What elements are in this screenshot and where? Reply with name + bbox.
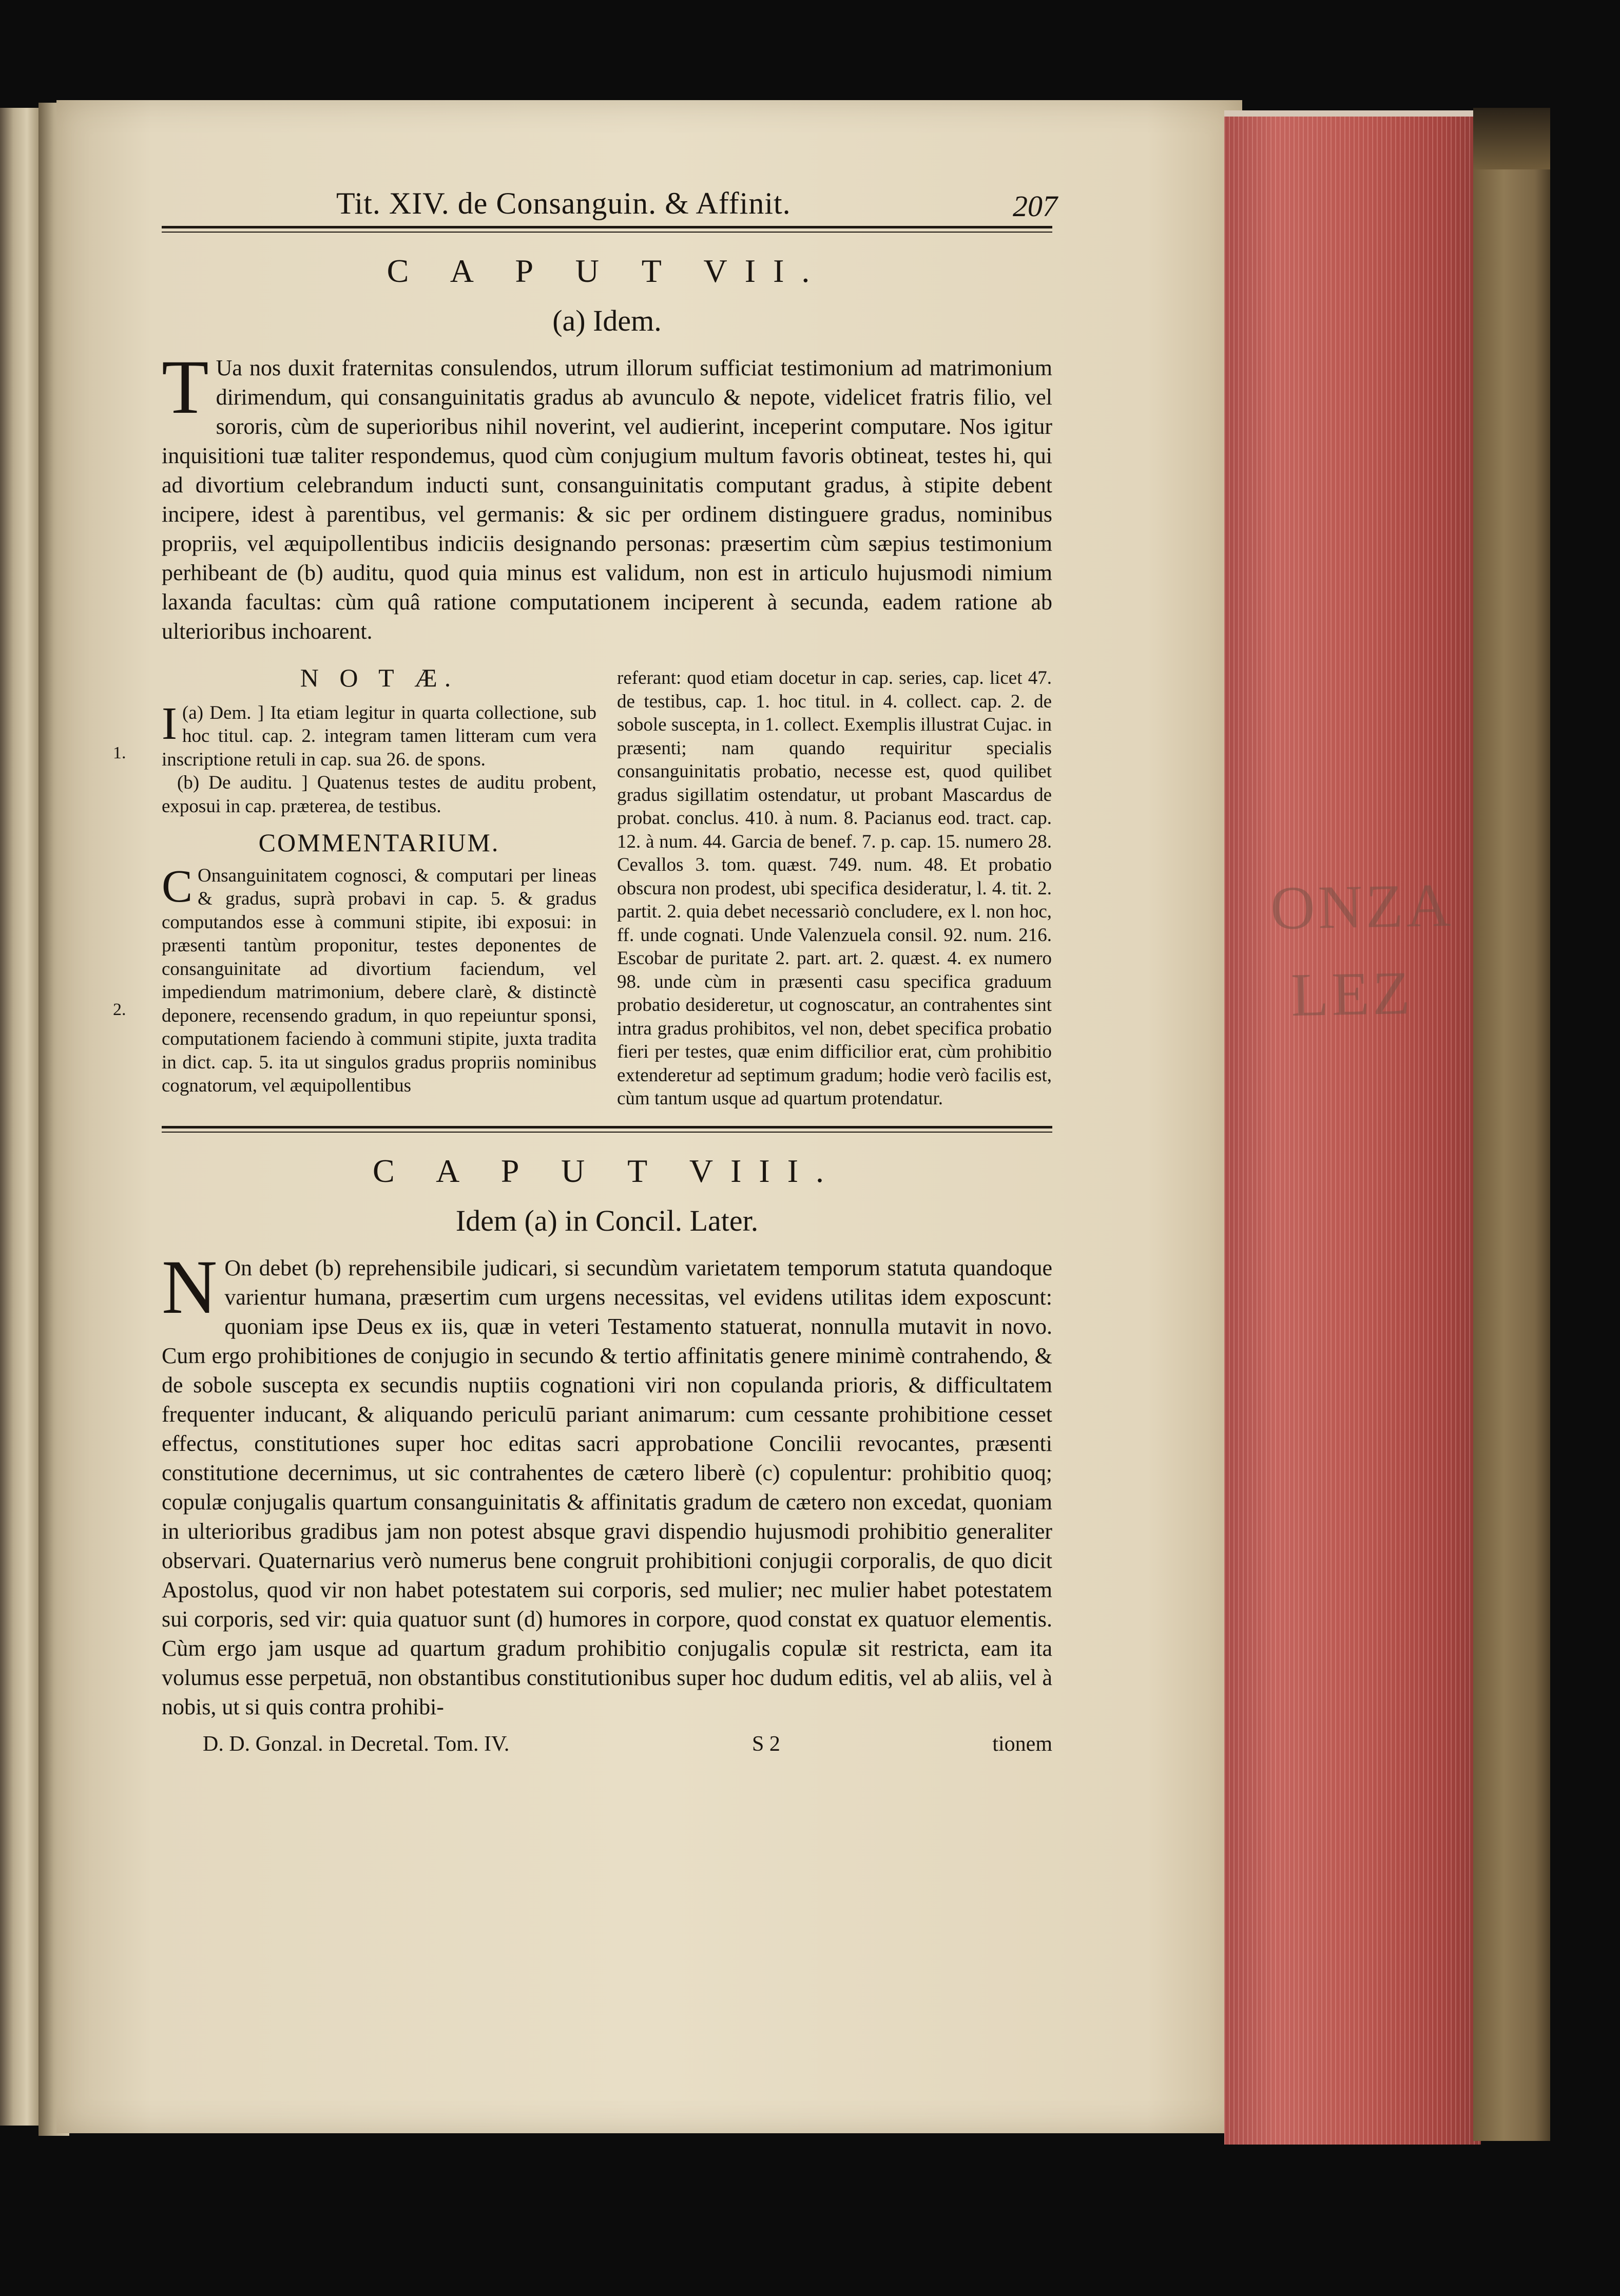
red-page-edges <box>1224 110 1481 2145</box>
notes-heading: N O T Æ. <box>300 663 458 692</box>
page-header <box>162 180 1057 226</box>
right-column <box>617 666 1052 1111</box>
chapter-rule <box>162 1126 1052 1133</box>
note-a-text: (a) Dem. ] Ita etiam legitur in quarta collectione, sub hoc titul. cap. 2. integram tamen litteram cum vera inscriptione retuli in cap. sua 26. de spons. <box>162 702 596 770</box>
commentary-left <box>162 860 596 1098</box>
book-cover <box>1473 108 1550 2141</box>
chapter-7-dropcap: T <box>162 345 209 430</box>
chapter-8-subtitle: Idem (a) in Concil. Later. <box>455 1203 759 1237</box>
commentary-right: referant: quod etiam docetur in cap. series, cap. licet 47. de testibus, cap. 1. hoc titul. in 4. collect. cap. 2. de sobole suscepta, in 1. collect. Exemplis illustrat Cujac. in præsenti; nam quando requiritur specialis consanguinitatis probatio, necesse est, quod quilibet gradus sigillatim ostendatur, ut probant Mascardus de probat. conclus. 410. à num. 8. Pacianus eod. tract. cap. 12. à num. 44. Garcia de benef. 7. p. cap. 15. numero 28. Cevallos 3. tom. quæst. 749. num. 48. Et probatio obscura non prodest, ubi specifica desideratur, l. 4. tit. 2. partit. 2. quia debet necessariò concludere, ex l. non hoc, ff. unde cognati. Unde Valenzuela consil. 92. num. 216. Escobar de puritate 2. part. art. 2. quæst. 4. ex numero 98. unde cùm in præsenti casu specifica graduum probatio desideretur, ut cognoscatur, an contrahentes sint intra gradus prohibitos, vel non, debet specifica probatio fieri per testes, quæ enim difficilior erat, cùm prohibitio extenderetur ad septimum gradum; hodie verò facilis est, cùm tantum usque ad quartum protendatur. <box>617 667 1052 1109</box>
page-number: 207 <box>1013 189 1057 223</box>
chapter-7-body: Ua nos duxit fraternitas consulendos, utrum illorum sufficiat testimonium ad matrimonium dirimendum, qui consanguinitatis gradus ab avunculo & nepote, videlicet fratris filio, vel sororis, cùm de superioribus nihil noverint, vel audierint, inceperint computare. Nos igitur inquisitioni tuæ taliter respondemus, quod cùm conjugium multum favoris obtineat, testes hi, qui ad divortium celebrandum inducti sunt, consanguinitatis computant gradus, à stipite debent incipere, idest à parentibus, vel germanis: & sic per ordinem distinguere gradus, nominibus propriis, vel æquipollentibus indiciis designando personas: præsertim cùm sæpius testimonium perhibeant de (b) auditu, quod quia minus est validum, non est in articulo hujusmodi nimium laxanda facultas: cùm quâ ratione computationem inciperent à secunda, eadem ratione ab ulterioribus inchoarent. <box>162 355 1052 644</box>
signature-mark: S 2 <box>752 1732 780 1756</box>
note-a-dropcap: I <box>162 698 177 749</box>
chapter-7-text <box>162 345 1052 646</box>
page-footer <box>162 1732 1052 1768</box>
commentary-dropcap: C <box>162 860 193 912</box>
chapter-8-text <box>162 1244 1052 1721</box>
left-page-edge <box>0 108 38 2126</box>
note-b: (b) De auditu. ] Quatenus testes de auditu probent, exposui in cap. præterea, de testibus. <box>162 772 596 817</box>
left-column <box>162 663 596 1111</box>
chapter-8-body: On debet (b) reprehensibile judicari, si secundùm varietatem temporum statuta quandoque varientur humana, præsertim cum urgens necessitas, vel evidens utilitas idem exposcunt: quoniam ipse Deus ex iis, quæ in veteri Testamento statuerat, nonnulla mutavit in novo. Cum ergo prohibitiones de conjugio in secundo & tertio affinitatis genere minimè contrahendo, & de sobole suscepta ex secundis nuptiis cognationi viri non copulanda prioris, & difficultatem frequenter inducant, & aliquando periculū pariant animarum: cum cessante prohibitione cesset effectus, constitutiones super hoc editas sacri approbatione Concilii revocantes, præsenti constitutione decernimus, ut sic contrahentes de cætero liberè (c) copulentur: prohibitio quoq; copulæ conjugalis quartum consanguinitatis & affinitatis gradum de cætero non excedat, quoniam in ulterioribus gradibus jam non potest absque gravi dispendio hujusmodi prohibitio generaliter observari. Quaternarius verò numerus bene congruit prohibitioni conjugii corporalis, de quo dicit Apostolus, quod vir non habet potestatem sui corporis, sed mulier; nec mulier habet potestatem sui corporis, sed vir: quia quatuor sunt (d) humores in corpore, quod constat ex quatuor elementis. Cùm ergo jam usque ad quartum gradum prohibitio conjugalis copulæ sit restricta, eam ita volumus esse perpetuā, non obstantibus constitutionibus super hoc dudum editis, vel ab aliis, vel à nobis, ut si quis contra prohibi- <box>162 1255 1052 1719</box>
note-a <box>162 698 596 772</box>
margin-number-2: 2. <box>113 1000 126 1019</box>
commentary-heading: COMMENTARIUM. <box>258 828 500 857</box>
chapter-7-title: C A P U T VII. <box>387 253 827 289</box>
spine-show-through-2: LEZ <box>1290 958 1414 1029</box>
margin-number-1: 1. <box>113 743 126 762</box>
notes-commentary-columns <box>113 663 1052 1111</box>
spine-show-through-1: ONZA <box>1269 870 1455 943</box>
header-rule <box>162 226 1052 233</box>
chapter-8-title: C A P U T VIII. <box>372 1152 842 1189</box>
running-head: Tit. XIV. de Consanguin. & Affinit. <box>336 186 791 220</box>
commentary-text: Onsanguinitatem cognosci, & computari per lineas & gradus, suprà probavi in cap. 5. & gradus computandos esse à communi stipite, ibi exposui: in præsenti tantùm proponitur, testes deponentes de consanguinitate ad divortium faciendum, vel impediendum matrimonium, debere clarè, & distinctè deponere, recensendo gradum, in quo repeiuntur sponsi, computationem faciendo à communi stipite, juxta tradita in dict. cap. 5. ita ut singulos gradus propriis nominibus cognatorum, vel æquipollentibus <box>162 865 596 1096</box>
chapter-8-dropcap: N <box>162 1244 218 1330</box>
chapter-7-subtitle: (a) Idem. <box>552 304 662 337</box>
catchword: tionem <box>992 1732 1052 1756</box>
footer-title: D. D. Gonzal. in Decretal. Tom. IV. <box>203 1732 510 1756</box>
text-block <box>113 180 1057 1768</box>
